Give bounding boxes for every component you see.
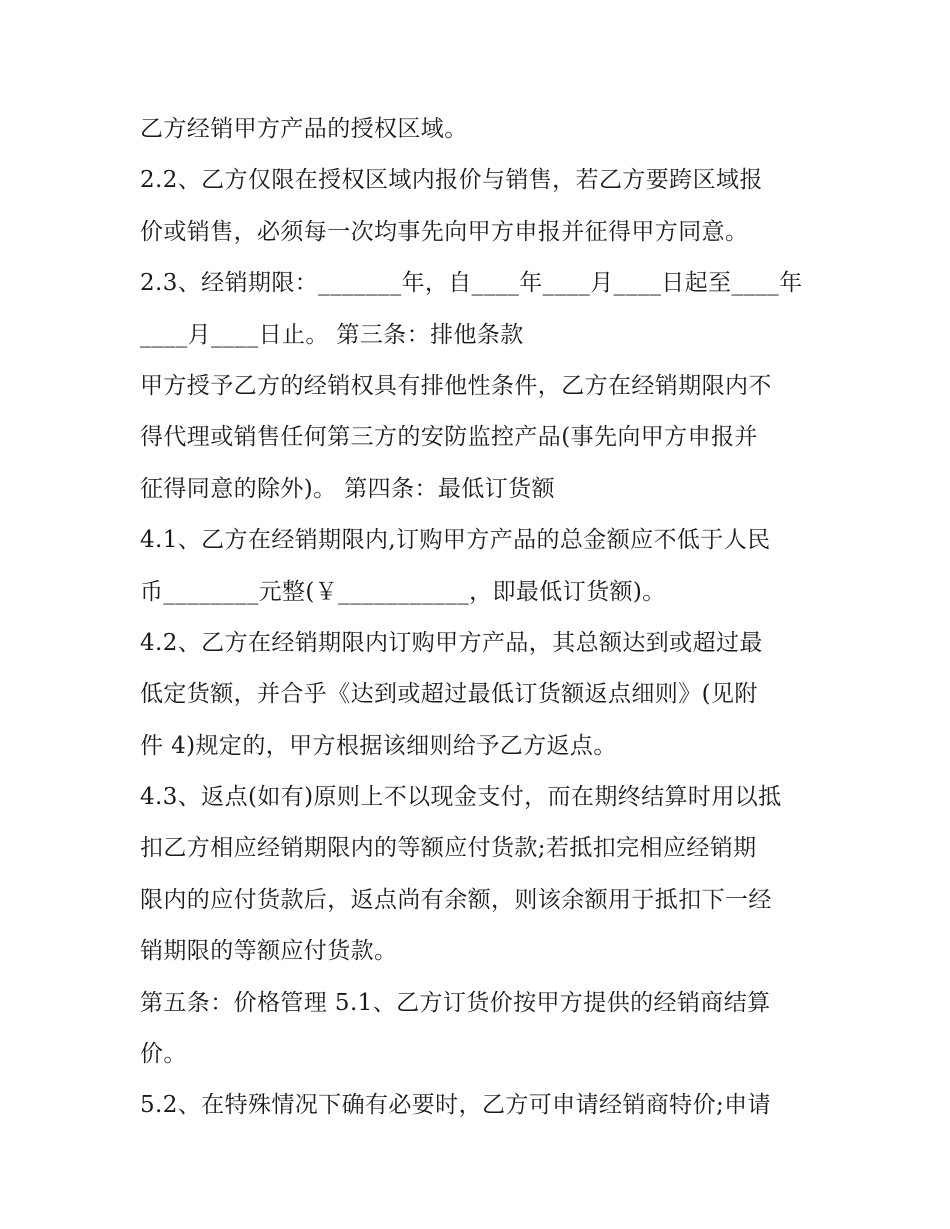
text-line: 限内的应付货款后，返点尚有余额，则该余额用于抵扣下一经 [140, 886, 772, 913]
text-line: 第五条：价格管理 5.1、乙方订货价按甲方提供的经销商结算 [140, 989, 771, 1016]
text-line: 低定货额，并合乎《达到或超过最低订货额返点细则》(见附 [140, 681, 758, 708]
text-line: 扣乙方相应经销期限内的等额应付货款;若抵扣完相应经销期 [140, 835, 757, 862]
text-line: 5.2、在特殊情况下确有必要时，乙方可申请经销商特价;申请 [140, 1092, 771, 1119]
text-line: 销期限的等额应付货款。 [140, 938, 398, 965]
text-line: 4.1、乙方在经销期限内,订购甲方产品的总金额应不低于人民 [140, 527, 771, 554]
text-line: 2.2、乙方仅限在授权区域内报价与销售，若乙方要跨区域报 [140, 167, 763, 194]
text-line: 得代理或销售任何第三方的安防监控产品(事先向甲方申报并 [140, 424, 758, 451]
text-line: 甲方授予乙方的经销权具有排他性条件，乙方在经销期限内不 [140, 372, 772, 399]
text-line: 价或销售，必须每一次均事先向甲方申报并征得甲方同意。 [140, 218, 749, 245]
document-body [140, 104, 820, 1132]
text-line: 价。 [140, 1041, 187, 1068]
text-line: 2.3、经销期限：_______年，自____年____月____日起至____年 [140, 270, 803, 297]
text-line: 征得同意的除外)。 第四条：最低订货额 [140, 475, 555, 502]
text-line: 4.2、乙方在经销期限内订购甲方产品，其总额达到或超过最 [140, 629, 763, 656]
text-line: 乙方经销甲方产品的授权区域。 [140, 116, 468, 142]
text-line: 4.3、返点(如有)原则上不以现金支付，而在期终结算时用以抵 [140, 784, 782, 811]
text-line: 件 4)规定的，甲方根据该细则给予乙方返点。 [140, 732, 617, 759]
text-line: ____月____日止。 第三条：排他条款 [140, 321, 524, 348]
text-line: 币________元整(￥___________，即最低订货额)。 [140, 578, 666, 605]
